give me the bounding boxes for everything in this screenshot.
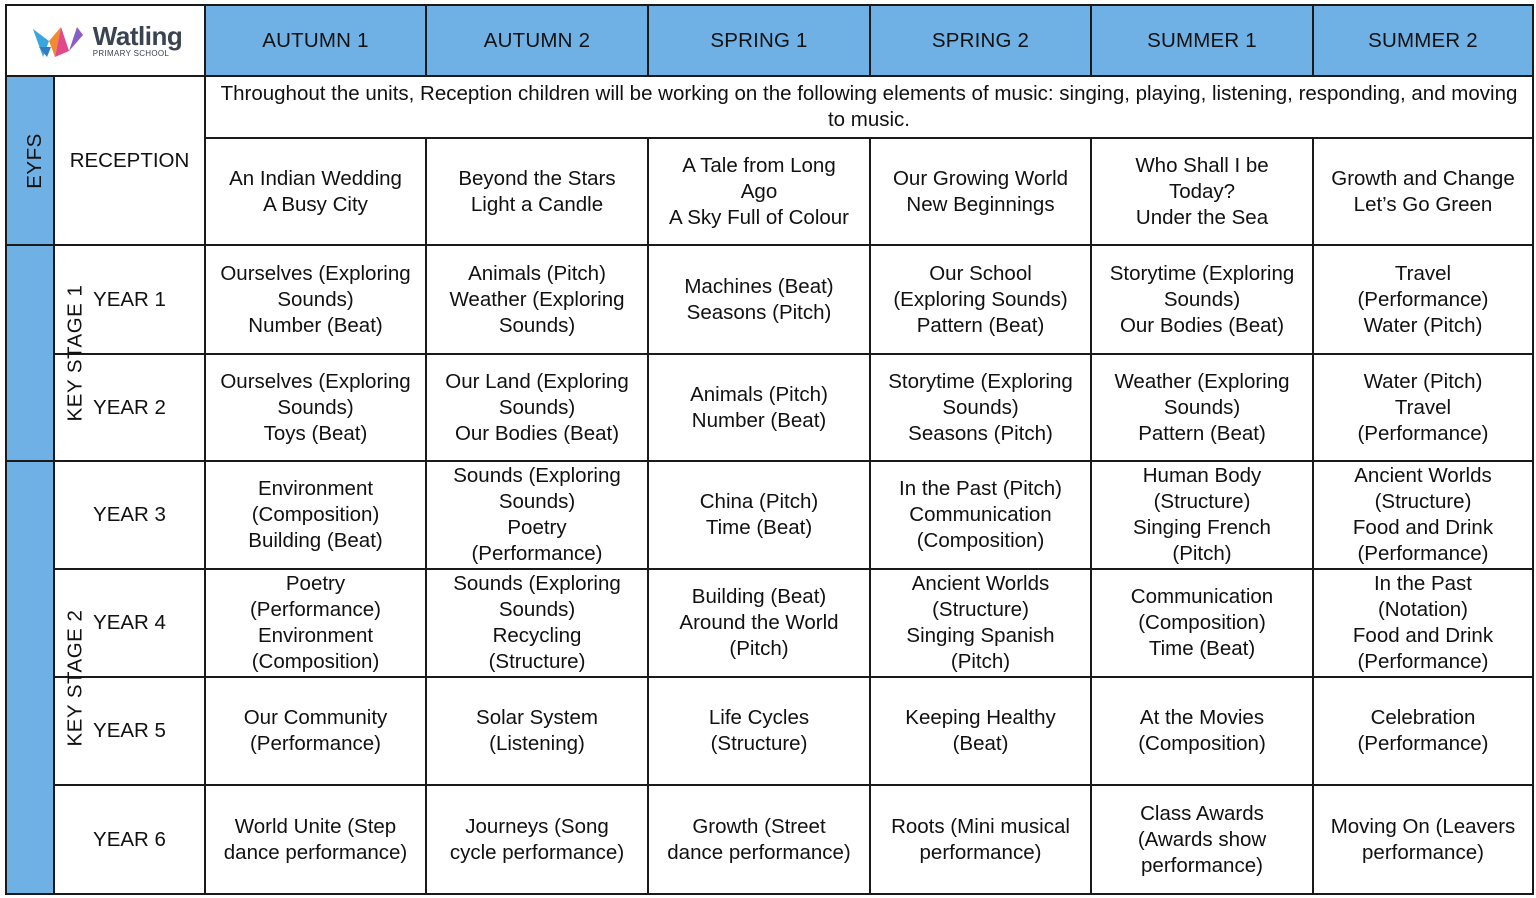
unit-cell [1091, 569, 1313, 677]
unit-line: (Awards show [1137, 827, 1267, 851]
unit-line: Let’s Go Green [1353, 192, 1493, 216]
unit-cell [205, 245, 426, 354]
unit-cell [205, 785, 426, 894]
unit-line: Ancient Worlds [1354, 464, 1492, 487]
unit-cell [870, 677, 1091, 785]
unit-cell [205, 138, 426, 245]
unit-line: Pattern (Beat) [916, 313, 1045, 337]
unit-line: Our Land (Exploring [445, 369, 629, 393]
unit-line: dance performance) [667, 840, 851, 864]
unit-line: Food and Drink [1352, 624, 1494, 647]
unit-line: Building (Beat) [248, 529, 383, 552]
unit-line: Communication [1130, 585, 1274, 608]
unit-line: Sounds) [498, 313, 576, 337]
unit-cell [1091, 677, 1313, 785]
unit-line: Weather (Exploring [449, 287, 625, 311]
unit-cell [1091, 138, 1313, 245]
header-autumn-1: AUTUMN 1 [205, 5, 426, 76]
stage-eyfs-label: EYFS [22, 132, 46, 189]
unit-cell [1313, 245, 1533, 354]
unit-cell [1091, 354, 1313, 461]
unit-cell [205, 461, 426, 569]
unit-cell [870, 354, 1091, 461]
year-label: YEAR 6 [54, 785, 205, 894]
unit-line: Water (Pitch) [1363, 313, 1483, 337]
unit-cell [648, 785, 870, 894]
unit-line: Number (Beat) [691, 408, 827, 432]
reception-note: Throughout the units, Reception children will be working on the following elements of music: singing, playing, listening, responding, and moving to music. [205, 76, 1533, 138]
unit-line: In the Past (Pitch) [899, 477, 1062, 500]
curriculum-table-wrapper [5, 4, 1532, 893]
unit-line: Singing French [1133, 516, 1271, 539]
unit-line: Sounds) [498, 598, 576, 621]
unit-cell [1313, 461, 1533, 569]
unit-line: cycle performance) [449, 840, 625, 864]
unit-line: Growth and Change [1331, 166, 1515, 190]
unit-line: (Composition) [916, 529, 1045, 552]
unit-line: In the Past [1373, 572, 1472, 595]
unit-line: Life Cycles [708, 706, 810, 729]
reception-note-row [6, 76, 1533, 138]
unit-line: Sounds) [277, 395, 354, 419]
unit-cell [426, 569, 648, 677]
unit-line: (Performance) [1357, 542, 1489, 565]
unit-line: (Performance) [1357, 287, 1489, 311]
unit-cell [426, 461, 648, 569]
unit-line: (Beat) [952, 732, 1009, 755]
header-autumn-2: AUTUMN 2 [426, 5, 648, 76]
year-4-row [6, 569, 1533, 677]
unit-line: Building (Beat) [691, 585, 827, 608]
unit-line: Seasons (Pitch) [908, 421, 1053, 445]
unit-line: Our Growing World [892, 166, 1069, 190]
reception-units-row [6, 138, 1533, 245]
unit-line: Toys (Beat) [263, 421, 368, 445]
unit-line: Storytime (Exploring [1109, 261, 1295, 285]
unit-line: (Performance) [249, 598, 381, 621]
unit-cell [1091, 785, 1313, 894]
unit-line: Poetry [507, 516, 567, 539]
stage-ks1-label: KEY STAGE 1 [63, 284, 87, 422]
music-curriculum-table [5, 4, 1534, 895]
unit-line: Growth (Street [692, 814, 826, 838]
unit-line: A Busy City [263, 192, 368, 216]
unit-line: Sounds) [1163, 287, 1241, 311]
unit-line: Moving On (Leavers [1330, 814, 1516, 838]
unit-line: World Unite (Step [234, 814, 397, 838]
unit-cell [1313, 569, 1533, 677]
unit-line: A Tale from Long [682, 153, 836, 177]
unit-line: (Structure) [488, 650, 586, 673]
unit-line: A Sky Full of Colour [668, 205, 849, 229]
unit-line: Around the World [679, 611, 839, 634]
unit-line: Our School [929, 261, 1032, 285]
unit-line: (Pitch) [950, 650, 1011, 673]
unit-line: Sounds) [498, 490, 576, 513]
unit-line: Keeping Healthy [905, 706, 1056, 729]
year-label-reception: RECEPTION [54, 76, 205, 245]
unit-cell [426, 138, 648, 245]
unit-line: Our Community [243, 706, 388, 729]
unit-cell [205, 569, 426, 677]
year-label: YEAR 1 [54, 245, 205, 354]
stage-ks1 [6, 245, 87, 461]
unit-line: Ago [740, 179, 778, 203]
unit-cell [1313, 354, 1533, 461]
unit-line: (Composition) [251, 650, 380, 673]
year-3-row [6, 461, 1533, 569]
unit-cell [870, 785, 1091, 894]
unit-line: Recycling [492, 624, 582, 647]
unit-line: Sounds (Exploring [453, 464, 621, 487]
unit-line: China (Pitch) [699, 490, 819, 513]
year-5-row [6, 677, 1533, 785]
unit-line: Travel [1394, 261, 1452, 285]
unit-line: Environment [257, 624, 374, 647]
year-label: YEAR 3 [54, 461, 205, 569]
year-label: YEAR 4 [54, 569, 205, 677]
header-spring-1: SPRING 1 [648, 5, 870, 76]
unit-cell [648, 354, 870, 461]
year-label: YEAR 5 [54, 677, 205, 785]
unit-line: Celebration [1370, 706, 1476, 729]
unit-line: Under the Sea [1135, 205, 1269, 229]
unit-line: (Performance) [1357, 650, 1489, 673]
unit-cell [1091, 245, 1313, 354]
unit-line: Weather (Exploring [1114, 369, 1290, 393]
unit-line: Pattern (Beat) [1138, 421, 1266, 445]
unit-cell [648, 461, 870, 569]
header-spring-2: SPRING 2 [870, 5, 1091, 76]
header-summer-2: SUMMER 2 [1313, 5, 1533, 76]
unit-line: (Exploring Sounds) [893, 287, 1068, 311]
unit-line: Today? [1168, 179, 1236, 203]
unit-line: Who Shall I be [1135, 153, 1269, 177]
unit-cell [870, 569, 1091, 677]
unit-line: Ourselves (Exploring [220, 369, 411, 393]
unit-line: dance performance) [223, 840, 408, 864]
unit-line: Roots (Mini musical [891, 814, 1070, 838]
logo-subtitle: PRIMARY SCHOOL [92, 49, 170, 58]
unit-line: Sounds) [277, 287, 354, 311]
unit-line: Ourselves (Exploring [220, 261, 411, 285]
unit-line: Time (Beat) [705, 516, 813, 539]
unit-cell [1313, 138, 1533, 245]
unit-cell [870, 461, 1091, 569]
unit-line: Sounds (Exploring [453, 572, 621, 595]
header-summer-1: SUMMER 1 [1091, 5, 1313, 76]
unit-line: Journeys (Song [465, 814, 609, 838]
stage-ks2 [6, 461, 87, 894]
unit-line: Environment [257, 477, 374, 500]
school-logo [7, 21, 204, 61]
unit-line: Sounds) [942, 395, 1019, 419]
unit-cell [648, 677, 870, 785]
unit-line: Sounds) [498, 395, 576, 419]
unit-line: New Beginnings [906, 192, 1055, 216]
unit-line: (Structure) [710, 732, 808, 755]
unit-line: Beyond the Stars [458, 166, 616, 190]
unit-cell [870, 138, 1091, 245]
unit-line: An Indian Wedding [229, 166, 402, 190]
unit-line: (Composition) [251, 503, 380, 526]
unit-line: Water (Pitch) [1363, 369, 1483, 393]
unit-cell [426, 677, 648, 785]
unit-line: (Listening) [489, 732, 585, 755]
unit-line: (Performance) [1357, 421, 1489, 445]
unit-line: Our Bodies (Beat) [454, 421, 620, 445]
logo-mark-icon [29, 21, 87, 61]
unit-line: Light a Candle [470, 192, 604, 216]
year-2-row [6, 354, 1533, 461]
logo-cell [6, 5, 205, 76]
year-label: YEAR 2 [54, 354, 205, 461]
unit-cell [426, 354, 648, 461]
unit-cell [1313, 785, 1533, 894]
unit-line: Animals (Pitch) [690, 382, 828, 406]
unit-line: Time (Beat) [1148, 637, 1256, 660]
year-1-row [6, 245, 1533, 354]
unit-line: Machines (Beat) [684, 274, 834, 298]
unit-line: (Structure) [1374, 490, 1472, 513]
unit-line: Poetry [285, 572, 346, 595]
unit-line: Our Bodies (Beat) [1119, 313, 1285, 337]
unit-line: (Composition) [1138, 732, 1266, 755]
unit-line: Travel [1394, 395, 1452, 419]
unit-cell [648, 569, 870, 677]
unit-line: performance) [919, 840, 1042, 864]
year-6-row [6, 785, 1533, 894]
unit-line: (Performance) [249, 732, 381, 755]
unit-line: (Notation) [1377, 598, 1468, 621]
unit-line: performance) [1362, 840, 1484, 864]
unit-cell [648, 138, 870, 245]
unit-line: (Structure) [1153, 490, 1251, 513]
unit-line: (Performance) [1357, 732, 1489, 755]
stage-eyfs [6, 76, 54, 245]
unit-cell [1313, 677, 1533, 785]
header-row [6, 5, 1533, 76]
unit-line: (Composition) [1138, 611, 1266, 634]
unit-line: Storytime (Exploring [888, 369, 1073, 393]
unit-line: At the Movies [1139, 706, 1265, 729]
unit-line: Seasons (Pitch) [686, 300, 832, 324]
unit-line: Communication [909, 503, 1052, 526]
unit-line: Sounds) [1163, 395, 1241, 419]
unit-line: Class Awards [1140, 801, 1264, 825]
unit-line: Human Body [1142, 464, 1262, 487]
unit-cell [426, 785, 648, 894]
unit-line: performance) [1141, 853, 1263, 877]
unit-cell [648, 245, 870, 354]
stage-ks2-label: KEY STAGE 2 [63, 609, 87, 746]
unit-line: (Pitch) [729, 637, 789, 660]
unit-line: Ancient Worlds [911, 572, 1050, 595]
unit-line: Food and Drink [1352, 516, 1494, 539]
unit-line: (Structure) [932, 598, 1029, 621]
unit-cell [205, 677, 426, 785]
unit-line: Solar System [476, 706, 598, 729]
unit-cell [1091, 461, 1313, 569]
unit-cell [870, 245, 1091, 354]
logo-name: Watling [92, 21, 183, 51]
unit-cell [426, 245, 648, 354]
unit-line: Animals (Pitch) [468, 261, 606, 285]
unit-line: (Performance) [471, 542, 603, 565]
unit-line: Number (Beat) [248, 313, 383, 337]
unit-line: Singing Spanish [906, 624, 1055, 647]
unit-cell [205, 354, 426, 461]
unit-line: (Pitch) [1172, 542, 1232, 565]
